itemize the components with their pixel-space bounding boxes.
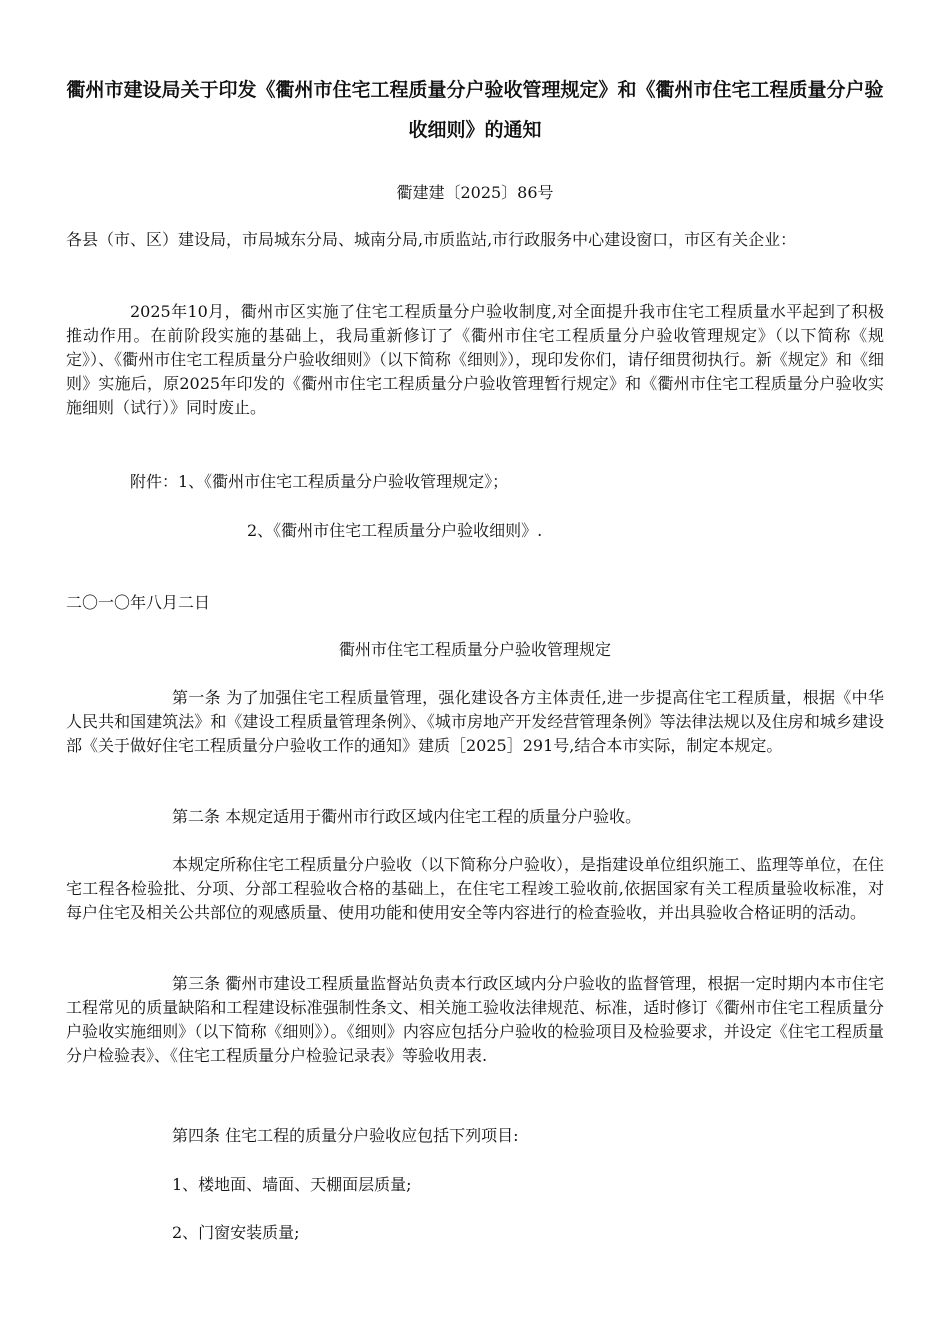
article-3: 第三条 衢州市建设工程质量监督站负责本行政区域内分户验收的监督管理，根据一定时期内本市住宅工程常见的质量缺陷和工程建设标准强制性条文、相关施工验收法律规范、标准，适时修订《衢州市住宅工程质量分户验收实施细则》（以下简称《细则》）。《细则》内容应包括分户验收的检验项目及检验要求，并设定《住宅工程质量分户检验表》、《住宅工程质量分户检验记录表》等验收用表. xyxy=(66,974,884,1065)
document-number: 衢建建〔2025〕86号 xyxy=(396,183,554,202)
addressee: 各县（市、区）建设局，市局城东分局、城南分局,市质监站,市行政服务中心建设窗口，市区有关企业： xyxy=(66,230,797,249)
article-2-definition: 本规定所称住宅工程质量分户验收（以下简称分户验收），是指建设单位组织施工、监理等单位，在住宅工程各检验批、分项、分部工程验收合格的基础上，在住宅工程竣工验收前,依据国家有关工程质量验收标准，对每户住宅及相关公共部位的观感质量、使用功能和使用安全等内容进行的检查验收，并出具验收合格证明的活动。 xyxy=(66,855,885,922)
article-2: 第二条 本规定适用于衢州市行政区域内住宅工程的质量分户验收。 xyxy=(172,807,642,826)
attachment-1: 附件：1、《衢州市住宅工程质量分户验收管理规定》； xyxy=(130,472,509,491)
list-item: 2、门窗安装质量; xyxy=(172,1223,300,1242)
article-4: 第四条 住宅工程的质量分户验收应包括下列项目: xyxy=(172,1126,519,1145)
body-paragraph: 2025年10月，衢州市区实施了住宅工程质量分户验收制度,对全面提升我市住宅工程质量水平起到了积极推动作用。在前阶段实施的基础上，我局重新修订了《衢州市住宅工程质量分户验收管理规定》（以下简称《规定》）、《衢州市住宅工程质量分户验收细则》（以下简称《细则》），现印发你们，请仔细贯彻执行。新《规定》和《细则》实施后，原2025年印发的《衢州市住宅工程质量分户验收管理暂行规定》和《衢州市住宅工程质量分户验收实施细则（试行）》同时废止。 xyxy=(66,302,884,417)
list-item: 1、楼地面、墙面、天棚面层质量; xyxy=(172,1175,412,1194)
attachment-2: 2、《衢州市住宅工程质量分户验收细则》. xyxy=(247,521,543,540)
regulation-subtitle: 衢州市住宅工程质量分户验收管理规定 xyxy=(338,640,611,659)
article-1: 第一条 为了加强住宅工程质量管理，强化建设各方主体责任,进一步提高住宅工程质量，根据《中华人民共和国建筑法》和《建设工程质量管理条例》、《城市房地产开发经营管理条例》等法律法规以及住房和城乡建设部《关于做好住宅工程质量分户验收工作的通知》建质［2025］291号,结合本市实际，制定本规定。 xyxy=(66,688,884,755)
issue-date: 二〇一〇年八月二日 xyxy=(66,593,211,612)
document-title: 衢州市建设局关于印发《衢州市住宅工程质量分户验收管理规定》和《衢州市住宅工程质量分户验收细则》的通知 xyxy=(66,79,884,141)
